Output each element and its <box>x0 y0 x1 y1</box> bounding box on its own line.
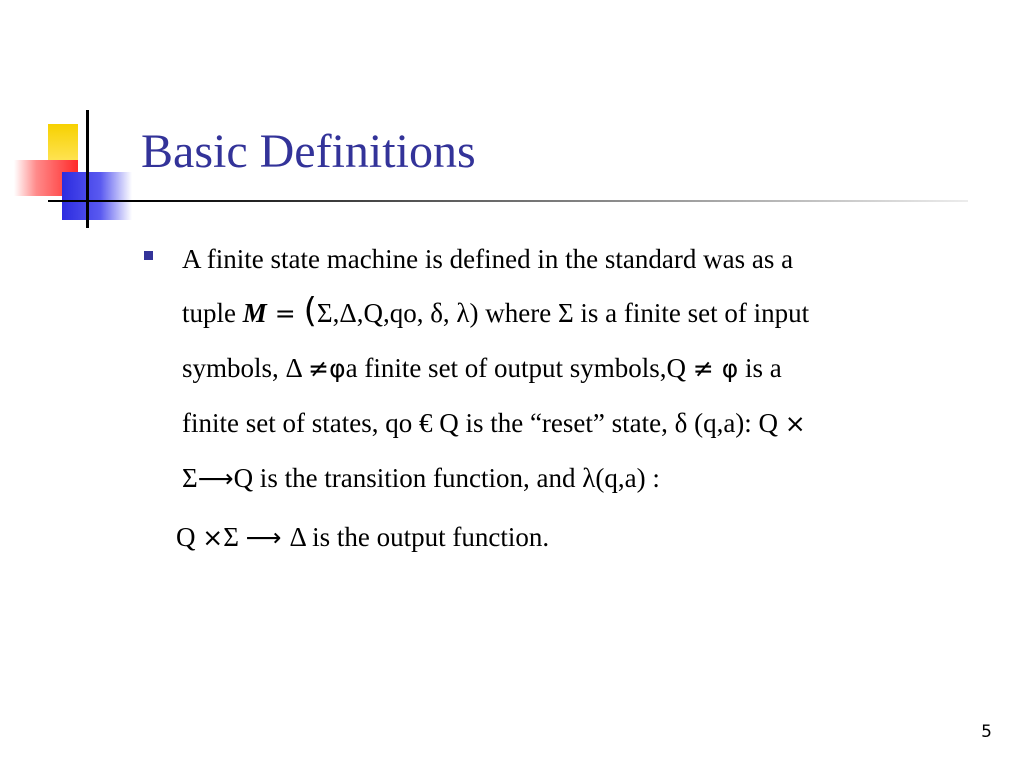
text-q: Q <box>176 522 203 552</box>
output-function-line <box>176 510 549 565</box>
text-output-function: Δ is the output function. <box>289 522 550 552</box>
bullet-item <box>144 232 984 506</box>
title-underline <box>48 200 968 202</box>
text-is-a: is a <box>738 353 782 383</box>
text-sigma-2: Σ <box>223 522 246 552</box>
text-transition-function: Q is the transition function, and λ(q,a) : <box>233 463 660 493</box>
text-times-2: ⨯ <box>202 523 224 552</box>
logo-blue-square <box>62 172 132 220</box>
text-equals: = <box>266 299 304 328</box>
text-sigma-1: Σ <box>182 463 198 493</box>
text-arrow-2: ⟶ <box>245 523 290 552</box>
logo-vertical-line <box>86 110 89 228</box>
text-m-symbol: M <box>242 298 267 328</box>
text-output-symbols: a finite set of output symbols,Q <box>345 353 693 383</box>
text-tuple: tuple <box>182 298 243 328</box>
bullet-line-2 <box>182 286 984 341</box>
text-states: finite set of states, qo € Q is the “reset” state, δ (q,a): Q <box>182 408 785 438</box>
text-arrow-1: ⟶ <box>197 464 234 493</box>
text-tuple-elements: Σ,Δ,Q,qo, δ, λ) where Σ is a finite set of input <box>316 298 810 328</box>
text-fsm-definition: A finite state machine is defined in the standard was as a <box>182 244 794 274</box>
text-symbols: symbols, Δ <box>182 353 309 383</box>
bullet-square-icon <box>144 251 153 260</box>
bullet-line-4 <box>182 396 984 451</box>
bullet-line-1 <box>182 232 984 286</box>
page-number: 5 <box>981 722 992 742</box>
slide-title: Basic Definitions <box>141 125 476 178</box>
text-times-1: ⨯ <box>784 409 806 438</box>
text-not-empty-1: ≠φ <box>308 354 346 383</box>
text-not-empty-2: ≠ φ <box>692 354 739 383</box>
bullet-line-5 <box>182 451 984 506</box>
bullet-line-3 <box>182 341 984 396</box>
text-open-paren: ( <box>303 291 317 331</box>
slide-content <box>144 232 984 506</box>
logo-yellow-square <box>48 124 78 164</box>
